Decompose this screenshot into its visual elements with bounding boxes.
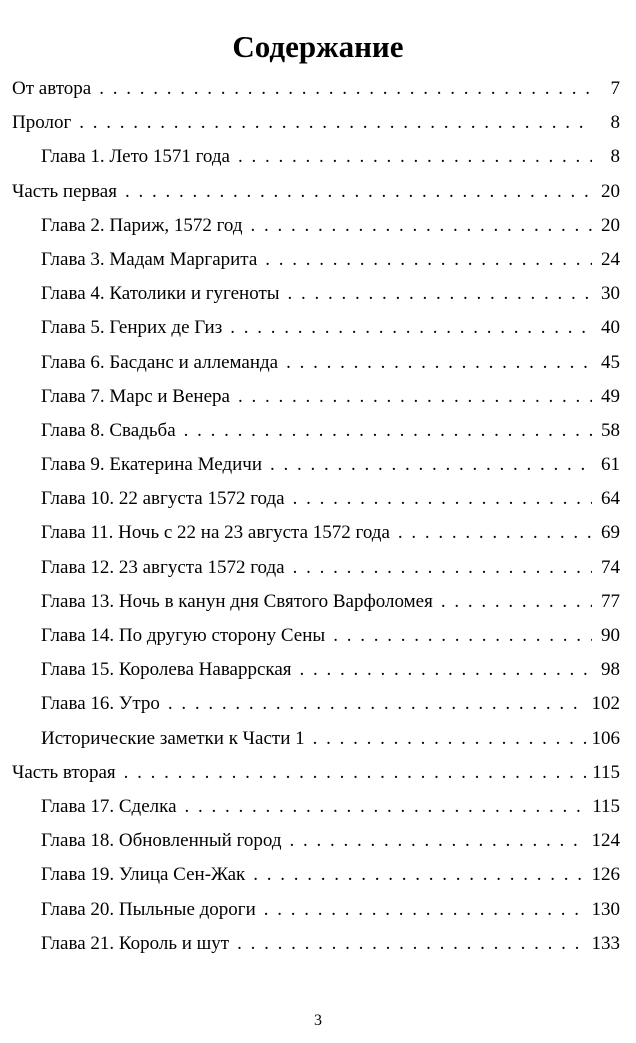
dot-leader [441,585,592,619]
toc-chapter-entry [12,858,620,892]
dot-leader [185,790,587,824]
toc-entry-title: Глава 12. 23 августа 1572 года [41,556,285,578]
dot-leader [184,414,592,448]
toc-entry-title: Глава 15. Королева Наваррская [41,659,292,681]
toc-chapter-entry [12,311,620,345]
toc-entry-page: 74 [601,556,620,578]
toc-entry-page: 8 [610,146,620,168]
toc-chapter-entry [12,140,620,174]
toc-chapter-entry [12,687,620,721]
toc-entry-page: 20 [601,214,620,236]
toc-entry-page: 130 [591,898,620,920]
toc-entry-page: 69 [601,522,620,544]
dot-leader [251,209,592,243]
dot-leader [293,551,592,585]
toc-entry-title: Глава 6. Басданс и аллеманда [41,351,279,373]
dot-leader [168,687,586,721]
toc-entry-page: 115 [592,795,620,817]
toc-part-entry [12,175,620,209]
toc-entry-title: Глава 2. Париж, 1572 год [41,214,243,236]
toc-entry-title: Глава 3. Мадам Маргарита [41,248,258,270]
toc-chapter-entry [12,619,620,653]
toc-entry-title: Глава 1. Лето 1571 года [41,146,230,168]
toc-entry-page: 7 [610,78,620,99]
dot-leader [237,927,585,961]
dot-leader [125,175,592,209]
toc-entry-page: 106 [591,727,620,749]
toc-chapter-entry [12,551,620,585]
toc-chapter-entry [12,585,620,619]
dot-leader [99,72,592,106]
toc-entry-title: Исторические заметки к Части 1 [41,727,305,749]
toc-entry-page: 102 [591,693,620,715]
toc-entry-title: Глава 7. Марс и Венера [41,385,230,407]
toc-chapter-entry [12,277,620,311]
toc-entry-page: 115 [592,761,620,783]
toc-entry-page: 61 [601,454,620,476]
toc-entry-page: 64 [601,488,620,510]
dot-leader [286,346,592,380]
dot-leader [290,824,586,858]
toc-entry-page: 124 [591,830,620,852]
dot-leader [79,106,592,140]
toc-chapter-entry [12,346,620,380]
toc-entry-title: Часть первая [12,180,117,202]
toc-entry-page: 77 [601,590,620,612]
dot-leader [265,243,592,277]
dot-leader [124,756,587,790]
toc-entry-page: 30 [601,283,620,305]
toc-entry-title: Глава 18. Обновленный город [41,830,282,852]
toc-chapter-entry [12,414,620,448]
dot-leader [270,448,592,482]
dot-leader [238,380,592,414]
toc-chapter-entry [12,209,620,243]
toc-entry-page: 45 [601,351,620,373]
toc-entry-title: Глава 16. Утро [41,693,160,715]
toc-entry-title: От автора [12,78,92,99]
toc-entry-title: Глава 4. Католики и гугеноты [41,283,280,305]
toc-entry-title: Часть вторая [12,761,116,783]
dot-leader [398,516,592,550]
toc-entry-title: Пролог [12,112,72,134]
toc-entry-title: Глава 20. Пыльные дороги [41,898,256,920]
dot-leader [293,482,592,516]
toc-entry-title: Глава 19. Улица Сен-Жак [41,864,246,886]
toc-entry-page: 24 [601,248,620,270]
toc-entry-page: 133 [591,932,620,954]
toc-entry-page: 40 [601,317,620,339]
toc-entry-title: Глава 21. Король и шут [41,932,230,954]
toc-entry-title: Глава 8. Свадьба [41,419,176,441]
dot-leader [288,277,592,311]
table-of-contents [12,72,620,961]
dot-leader [313,722,586,756]
toc-entry-page: 90 [601,625,620,646]
toc-chapter-entry [12,790,620,824]
toc-chapter-entry [12,482,620,516]
toc-entry-page: 8 [610,112,620,134]
toc-entry-title: Глава 5. Генрих де Гиз [41,317,223,339]
toc-part-entry [12,106,620,140]
toc-entry-title: Глава 13. Ночь в канун дня Святого Варфоломея [41,590,433,612]
toc-chapter-entry [12,927,620,961]
dot-leader [238,140,592,174]
dot-leader [333,619,592,653]
toc-entry-page: 126 [591,864,620,886]
toc-entry-title: Глава 10. 22 августа 1572 года [41,488,285,510]
toc-entry-page: 49 [601,385,620,407]
toc-chapter-entry [12,824,620,858]
toc-entry-page: 98 [601,659,620,681]
toc-chapter-entry [12,653,620,687]
toc-chapter-entry [12,893,620,927]
page-title: Содержание [232,28,404,64]
toc-part-entry [12,756,620,790]
toc-entry-title: Глава 11. Ночь с 22 на 23 августа 1572 года [41,522,390,544]
dot-leader [253,858,585,892]
toc-chapter-entry [12,448,620,482]
dot-leader [264,893,586,927]
dot-leader [300,653,592,687]
toc-chapter-entry [12,516,620,550]
toc-entry-title: Глава 9. Екатерина Медичи [41,454,263,476]
toc-entry-title: Глава 17. Сделка [41,795,177,817]
toc-part-entry [12,72,620,106]
toc-chapter-entry [12,243,620,277]
toc-entry-title: Глава 14. По другую сторону Сены [41,625,326,646]
toc-chapter-entry [12,380,620,414]
toc-entry-page: 58 [601,419,620,441]
toc-entry-page: 20 [601,180,620,202]
toc-chapter-entry [12,722,620,756]
page-number: 3 [314,1012,322,1029]
dot-leader [230,311,592,345]
